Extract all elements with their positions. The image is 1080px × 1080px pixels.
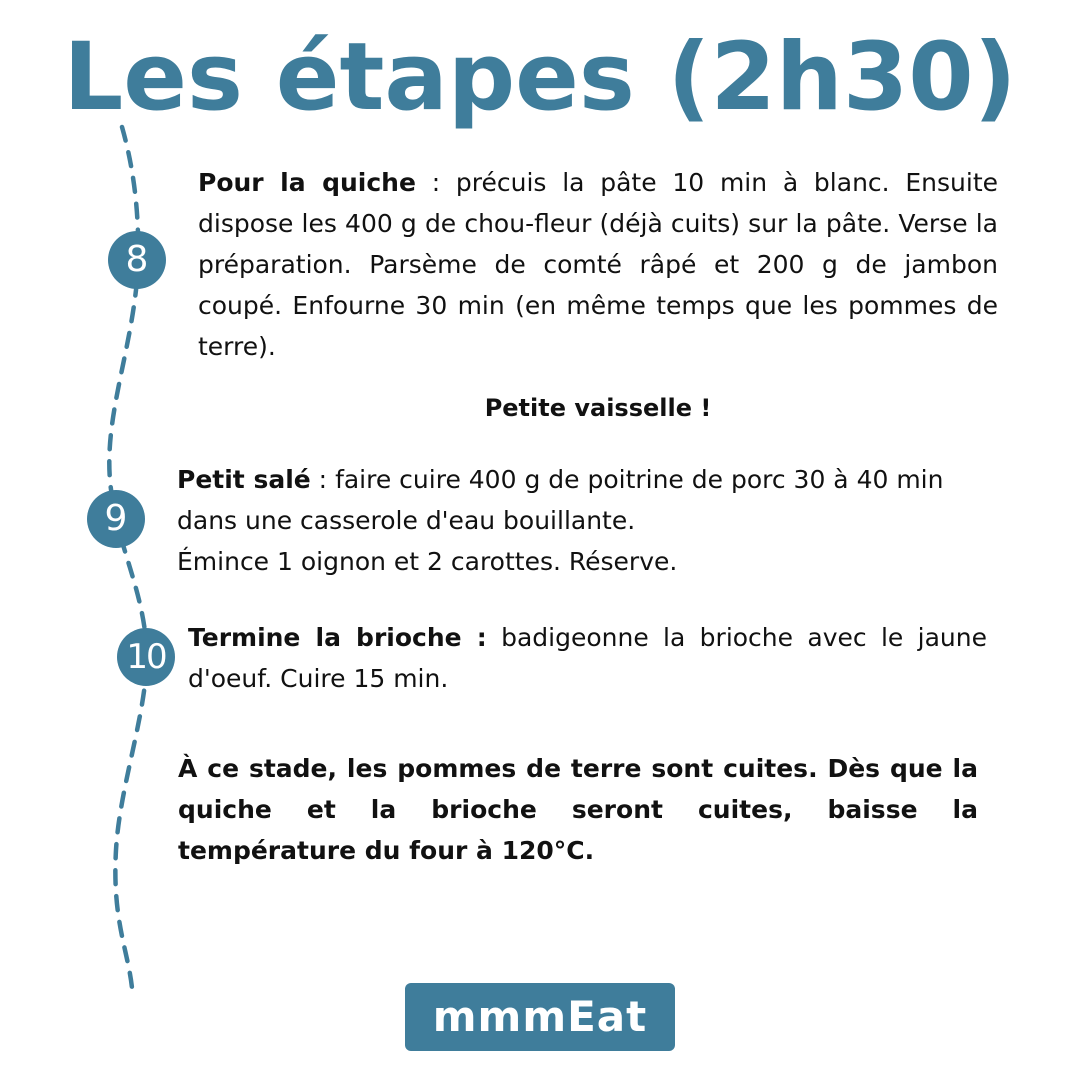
step-10-heading: Termine la brioche : (188, 623, 487, 652)
page-title: Les étapes (2h30) (63, 23, 1017, 132)
step-8-separator: : (415, 168, 456, 197)
step-9-separator: : (310, 465, 336, 494)
step-9-body: faire cuire 400 g de poitrine de porc 30 à 40 min dans une casserole d'eau bouillante. (177, 465, 944, 535)
final-note: À ce stade, les pommes de terre sont cuites. Dès que la quiche et la brioche seront cuites, baisse la température du four à 120°C. (178, 754, 978, 865)
step-badge-8: 8 (108, 231, 166, 289)
petite-vaisselle-note: Petite vaisselle ! (484, 394, 712, 422)
step-10-text (188, 617, 987, 699)
step-10-body: badigeonne la brioche avec le jaune d'oeuf. Cuire 15 min. (188, 623, 987, 693)
step-9-body-line2: Émince 1 oignon et 2 carottes. Réserve. (177, 547, 678, 576)
step-9-heading: Petit salé (177, 465, 311, 494)
step-badge-9: 9 (87, 490, 145, 548)
step-8-body: précuis la pâte 10 min à blanc. Ensuite dispose les 400 g de chou-fleur (déjà cuits) sur la pâte. Verse la préparation. Parsème de comté râpé et 200 g de jambon coupé. Enfourne 30 min (en même temps que les pommes de terre). (198, 168, 999, 361)
brand-logo: mmmEat (405, 983, 675, 1051)
step-8-heading: Pour la quiche (198, 168, 416, 197)
step-8-text (198, 162, 998, 367)
step-9-text (177, 459, 987, 582)
step-10-separator (487, 623, 501, 652)
step-badge-10: 10 (117, 628, 175, 686)
